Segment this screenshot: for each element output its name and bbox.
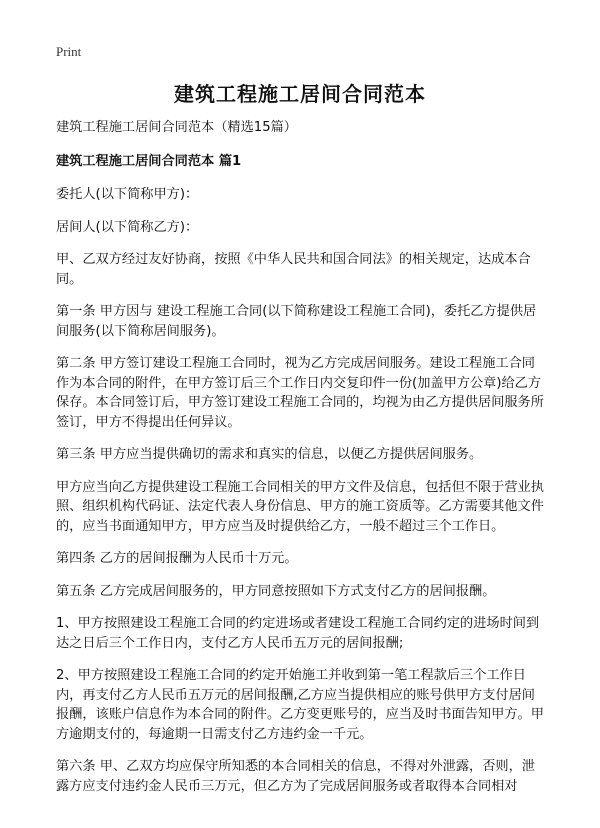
paragraph-article-5-item-1: 1、甲方按照建设工程施工合同的约定进场或者建设工程施工合同约定的进场时间到达之日后三个工作日内，支付乙方人民币五万元的居间报酬; [56,616,540,651]
paragraph-article-3-detail: 甲方应当向乙方提供建设工程施工合同相关的甲方文件及信息，包括但不限于营业执照、组织机构代码证、法定代表人身份信息、甲方的施工资质等。乙方需要其他文件的，应当书面通知甲方，甲方应当及时提供给乙方，一般不超过三个工作日。 [56,479,544,534]
document-content [56,118,548,809]
document-title: 建筑工程施工居间合同范本 [174,82,426,106]
paragraph-article-5-item-2: 2、甲方按照建设工程施工合同的约定开始施工并收到第一笔工程款后三个工作日内，再支付乙方人民币五万元的居间报酬,乙方应当提供相应的账号供甲方支付居间报酬，该账户信息作为本合同的附件。乙方变更账号的，应当及时书面告知甲方。甲方逾期支付的，每逾期一日需支付乙方违约金一千元。 [56,668,544,742]
paragraph-article-6: 第六条 甲、乙双方均应保守所知悉的本合同相关的信息，不得对外泄露，否则，泄露方应支付违约金人民币三万元，但乙方为了完成居间服务或者取得本合同相对 [56,759,535,794]
paragraph-preamble: 甲、乙双方经过友好协商，按照《中华人民共和国合同法》的相关规定，达成本合同。 [56,252,531,287]
document-subtitle: 建筑工程施工居间合同范本（精选15篇） [56,120,297,135]
section-heading: 建筑工程施工居间合同范本 篇1 [56,153,242,169]
paragraph-article-4: 第四条 乙方的居间报酬为人民币十万元。 [56,551,298,566]
paragraph-article-1: 第一条 甲方因与 建设工程施工合同(以下简称建设工程施工合同)，委托乙方提供居间服务(以下简称居间服务)。 [56,304,537,339]
paragraph-article-2: 第二条 甲方签订建设工程施工合同时，视为乙方完成居间服务。建设工程施工合同作为本合同的附件，在甲方签订后三个工作日内交复印件一份(加盖甲方公章)给乙方保存。本合同签订后，甲方签订建设工程施工合同的，均视为由乙方提供居间服务所签订，甲方不得提出任何异议。 [56,356,544,430]
paragraph-article-5: 第五条 乙方完成居间服务的，甲方同意按照如下方式支付乙方的居间报酬。 [56,583,496,599]
paragraph-article-3: 第三条 甲方应当提供确切的需求和真实的信息，以便乙方提供居间服务。 [56,447,483,462]
paragraph-entrusting-party: 委托人(以下简称甲方)： [56,187,199,202]
paragraph-intermediary: 居间人(以下简称乙方)： [56,219,199,235]
print-label[interactable]: Print [56,44,82,59]
